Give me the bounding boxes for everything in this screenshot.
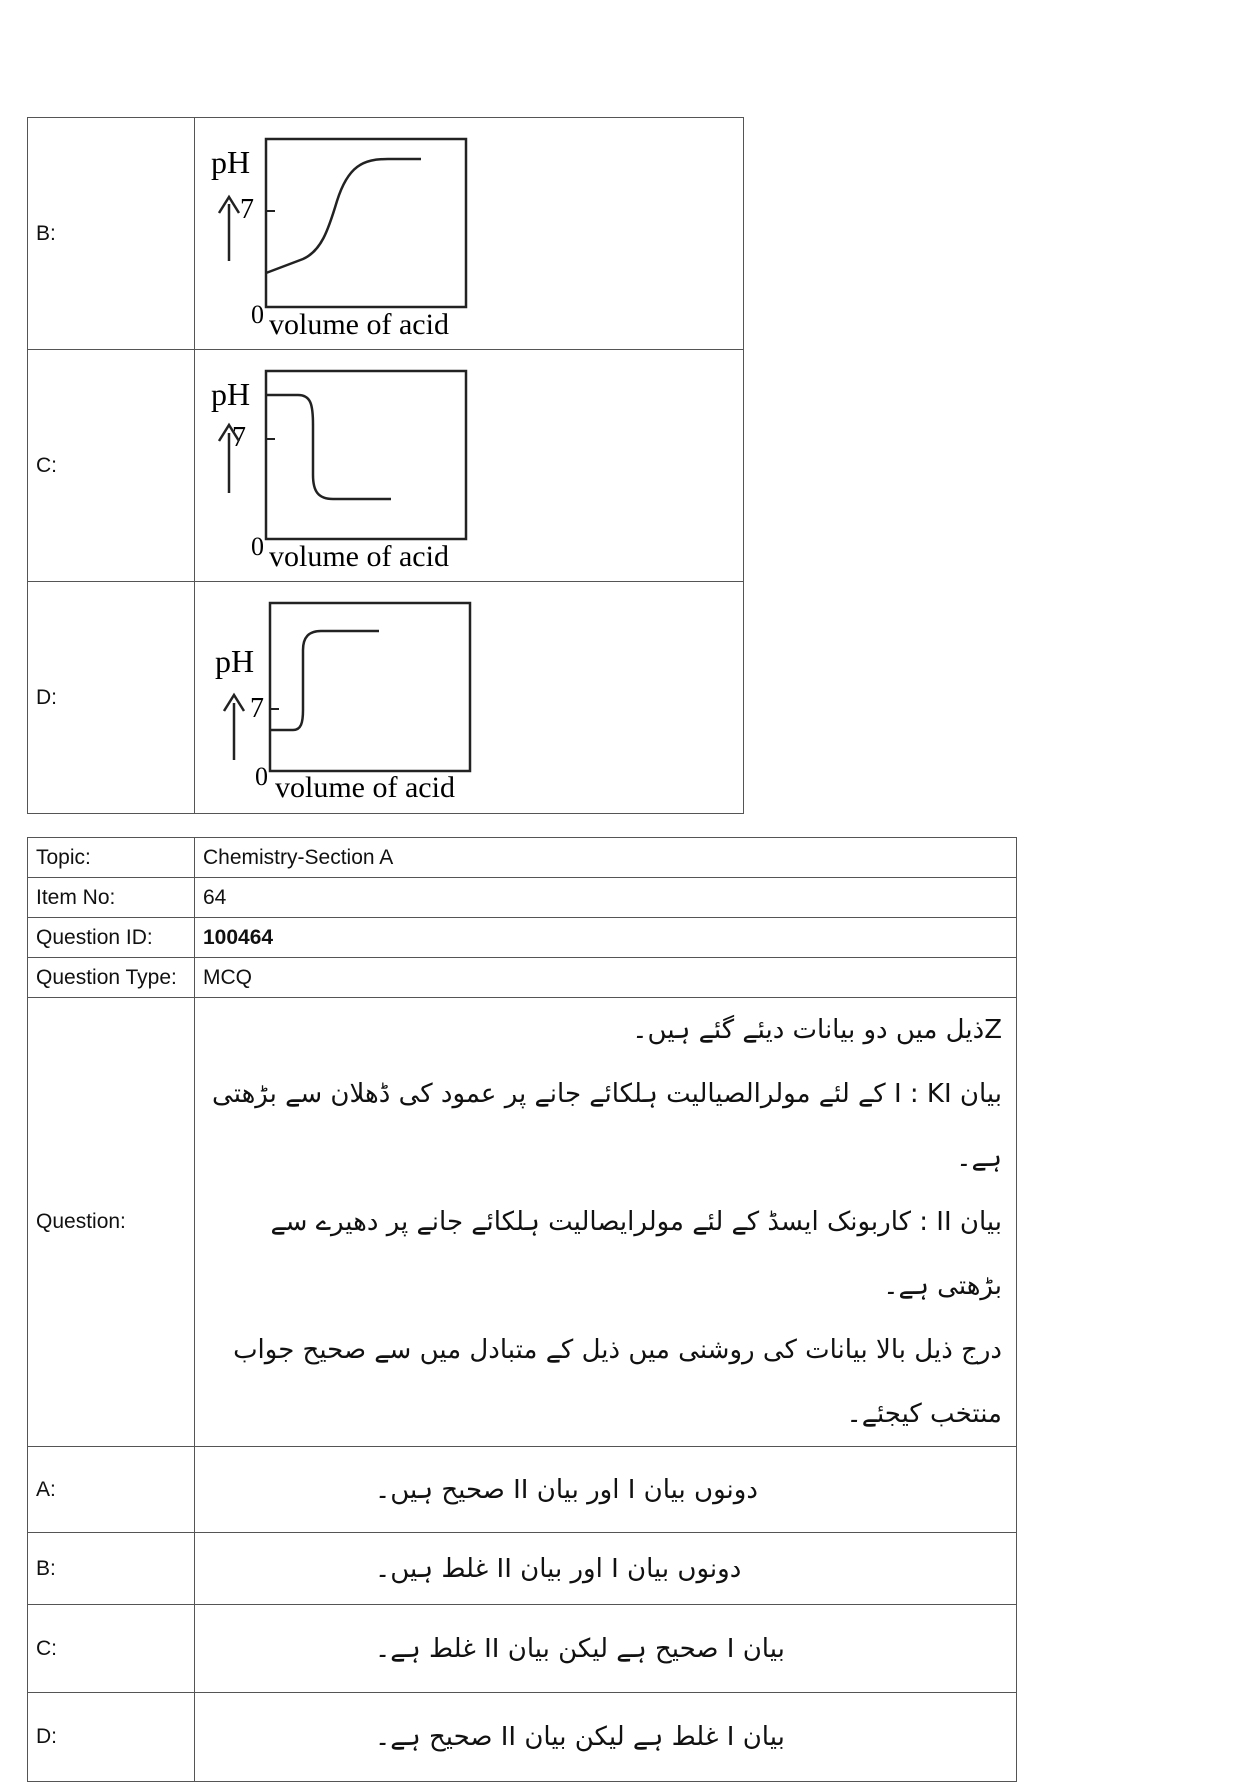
question-id-value: 100464 <box>195 918 1017 958</box>
topic-value: Chemistry-Section A <box>195 838 1017 878</box>
option-d-text: بیان I غلط ہے لیکن بیان II صحیح ہے۔ <box>195 1693 1017 1782</box>
topic-label: Topic: <box>28 838 195 878</box>
topic-row <box>28 838 1017 878</box>
option-b-text-row <box>28 1533 1017 1605</box>
option-b-label: B: <box>28 118 195 350</box>
option-c-label: C: <box>28 350 195 582</box>
option-a-text: دونوں بیان I اور بیان II صحیح ہیں۔ <box>195 1447 1017 1533</box>
question-id-label: Question ID: <box>28 918 195 958</box>
question-line-3: بیان II : کاربونک ایسڈ کے لئے مولرایصالیت ہلکائے جانے پر دھیرے سے بڑھتی ہے۔ <box>270 1207 1002 1301</box>
question-line-2: بیان I : KI کے لئے مولرالصیالیت ہلکائے جانے پر عمود کی ڈھلان سے بڑھتی ہے۔ <box>212 1079 1002 1173</box>
option-b-text: دونوں بیان I اور بیان II غلط ہیں۔ <box>195 1533 1017 1605</box>
tick-7-label: 7 <box>240 194 254 225</box>
tick-7-label: 7 <box>232 422 246 453</box>
question-line-1: Zذیل میں دو بیانات دیئے گئے ہیں۔ <box>632 1015 1002 1045</box>
option-c-graph <box>203 353 503 578</box>
ph-label: pH <box>211 376 251 412</box>
item-label: Item No: <box>28 878 195 918</box>
option-c-text-label: C: <box>28 1605 195 1693</box>
option-a-row <box>28 1447 1017 1533</box>
tick-7-label: 7 <box>250 693 264 724</box>
option-b-text-label: B: <box>28 1533 195 1605</box>
option-b-row <box>28 118 744 350</box>
option-b-graph-cell <box>195 118 744 350</box>
option-c-text: بیان I صحیح ہے لیکن بیان II غلط ہے۔ <box>195 1605 1017 1693</box>
options-graph-table <box>27 117 744 814</box>
origin-label: 0 <box>251 300 264 329</box>
question-type-label: Question Type: <box>28 958 195 998</box>
option-d-label: D: <box>28 582 195 814</box>
plot-frame <box>266 139 466 307</box>
ph-label: pH <box>215 643 255 679</box>
question-line-4: درج ذیل بالا بیانات کی روشنی میں ذیل کے متبادل میں سے صحیح جواب منتخب کیجئے۔ <box>233 1335 1002 1429</box>
question-type-row <box>28 958 1017 998</box>
question-meta-table <box>27 837 1017 1782</box>
item-value: 64 <box>195 878 1017 918</box>
question-id-row <box>28 918 1017 958</box>
titration-curve <box>270 631 379 730</box>
x-axis-label: volume of acid <box>269 308 449 341</box>
origin-label: 0 <box>255 762 268 791</box>
x-axis-label: volume of acid <box>275 771 455 804</box>
option-d-graph-cell <box>195 582 744 814</box>
option-d-graph <box>203 585 503 810</box>
x-axis-label: volume of acid <box>269 540 449 573</box>
option-d-row <box>28 582 744 814</box>
origin-label: 0 <box>251 532 264 561</box>
item-row <box>28 878 1017 918</box>
option-d-text-label: D: <box>28 1693 195 1782</box>
question-label: Question: <box>28 998 195 1447</box>
option-b-graph <box>203 121 503 346</box>
option-a-label: A: <box>28 1447 195 1533</box>
plot-frame <box>270 603 470 771</box>
option-c-row <box>28 350 744 582</box>
question-text <box>195 998 1017 1447</box>
ph-label: pH <box>211 144 251 180</box>
question-row <box>28 998 1017 1447</box>
option-c-graph-cell <box>195 350 744 582</box>
option-c-text-row <box>28 1605 1017 1693</box>
titration-curve <box>266 159 421 273</box>
titration-curve <box>266 395 391 499</box>
option-d-text-row <box>28 1693 1017 1782</box>
question-type-value: MCQ <box>195 958 1017 998</box>
